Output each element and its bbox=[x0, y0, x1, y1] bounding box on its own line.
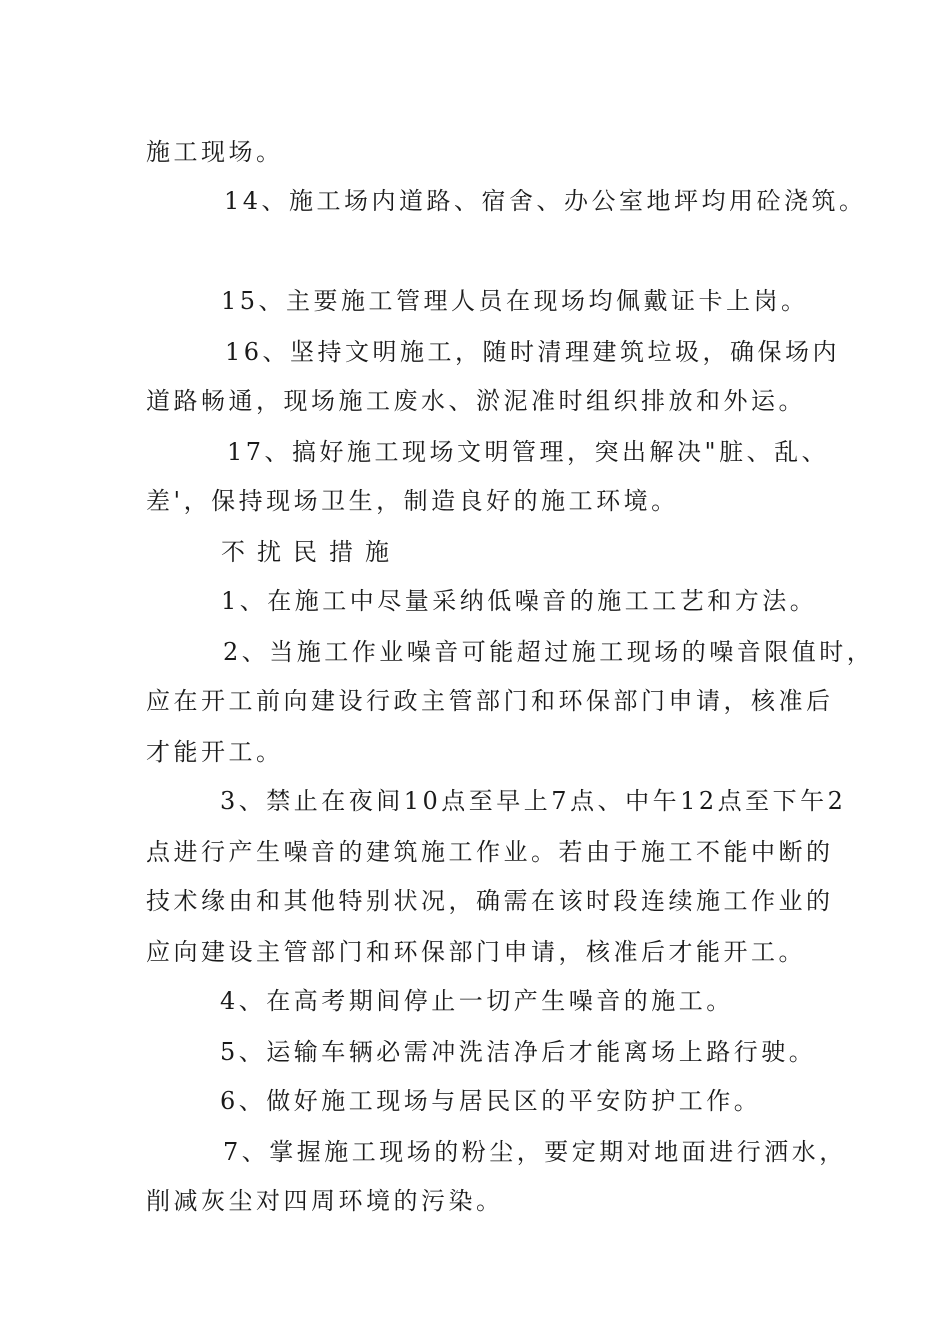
text-line: 2、当施工作业噪音可能超过施工现场的噪音限值时， bbox=[223, 638, 875, 666]
text-line: 点进行产生噪音的建筑施工作业。若由于施工不能中断的 bbox=[146, 838, 834, 866]
section-heading: 不扰民措施 bbox=[221, 538, 401, 566]
text-line: 16、坚持文明施工，随时清理建筑垃圾，确保场内 bbox=[225, 338, 841, 366]
text-line: 4、在高考期间停止一切产生噪音的施工。 bbox=[220, 987, 734, 1015]
text-line: 才能开工。 bbox=[146, 738, 284, 766]
text-line: 削减灰尘对四周环境的污染。 bbox=[146, 1187, 504, 1215]
text-line: 7、掌握施工现场的粉尘，要定期对地面进行洒水， bbox=[223, 1138, 847, 1166]
text-line: 5、运输车辆必需冲洗洁净后才能离场上路行驶。 bbox=[220, 1038, 817, 1066]
text-line: 应向建设主管部门和环保部门申请，核准后才能开工。 bbox=[146, 938, 806, 966]
text-line: 14、施工场内道路、宿舍、办公室地坪均用砼浇筑。 bbox=[224, 187, 867, 215]
text-line: 1、在施工中尽量采纳低噪音的施工工艺和方法。 bbox=[221, 587, 818, 615]
text-line: 6、做好施工现场与居民区的平安防护工作。 bbox=[220, 1087, 762, 1115]
text-line: 应在开工前向建设行政主管部门和环保部门申请，核准后 bbox=[146, 687, 834, 715]
text-line: 道路畅通，现场施工废水、淤泥准时组织排放和外运。 bbox=[146, 387, 806, 415]
text-line: 技术缘由和其他特别状况，确需在该时段连续施工作业的 bbox=[146, 887, 834, 915]
text-line: 施工现场。 bbox=[146, 138, 284, 166]
text-line: 差'，保持现场卫生，制造良好的施工环境。 bbox=[146, 487, 679, 515]
text-line: 17、搞好施工现场文明管理，突出解决"脏、乱、 bbox=[227, 438, 830, 466]
text-line: 15、主要施工管理人员在现场均佩戴证卡上岗。 bbox=[221, 287, 809, 315]
text-line: 3、禁止在夜间10点至早上7点、中午12点至下午2 bbox=[220, 787, 847, 815]
